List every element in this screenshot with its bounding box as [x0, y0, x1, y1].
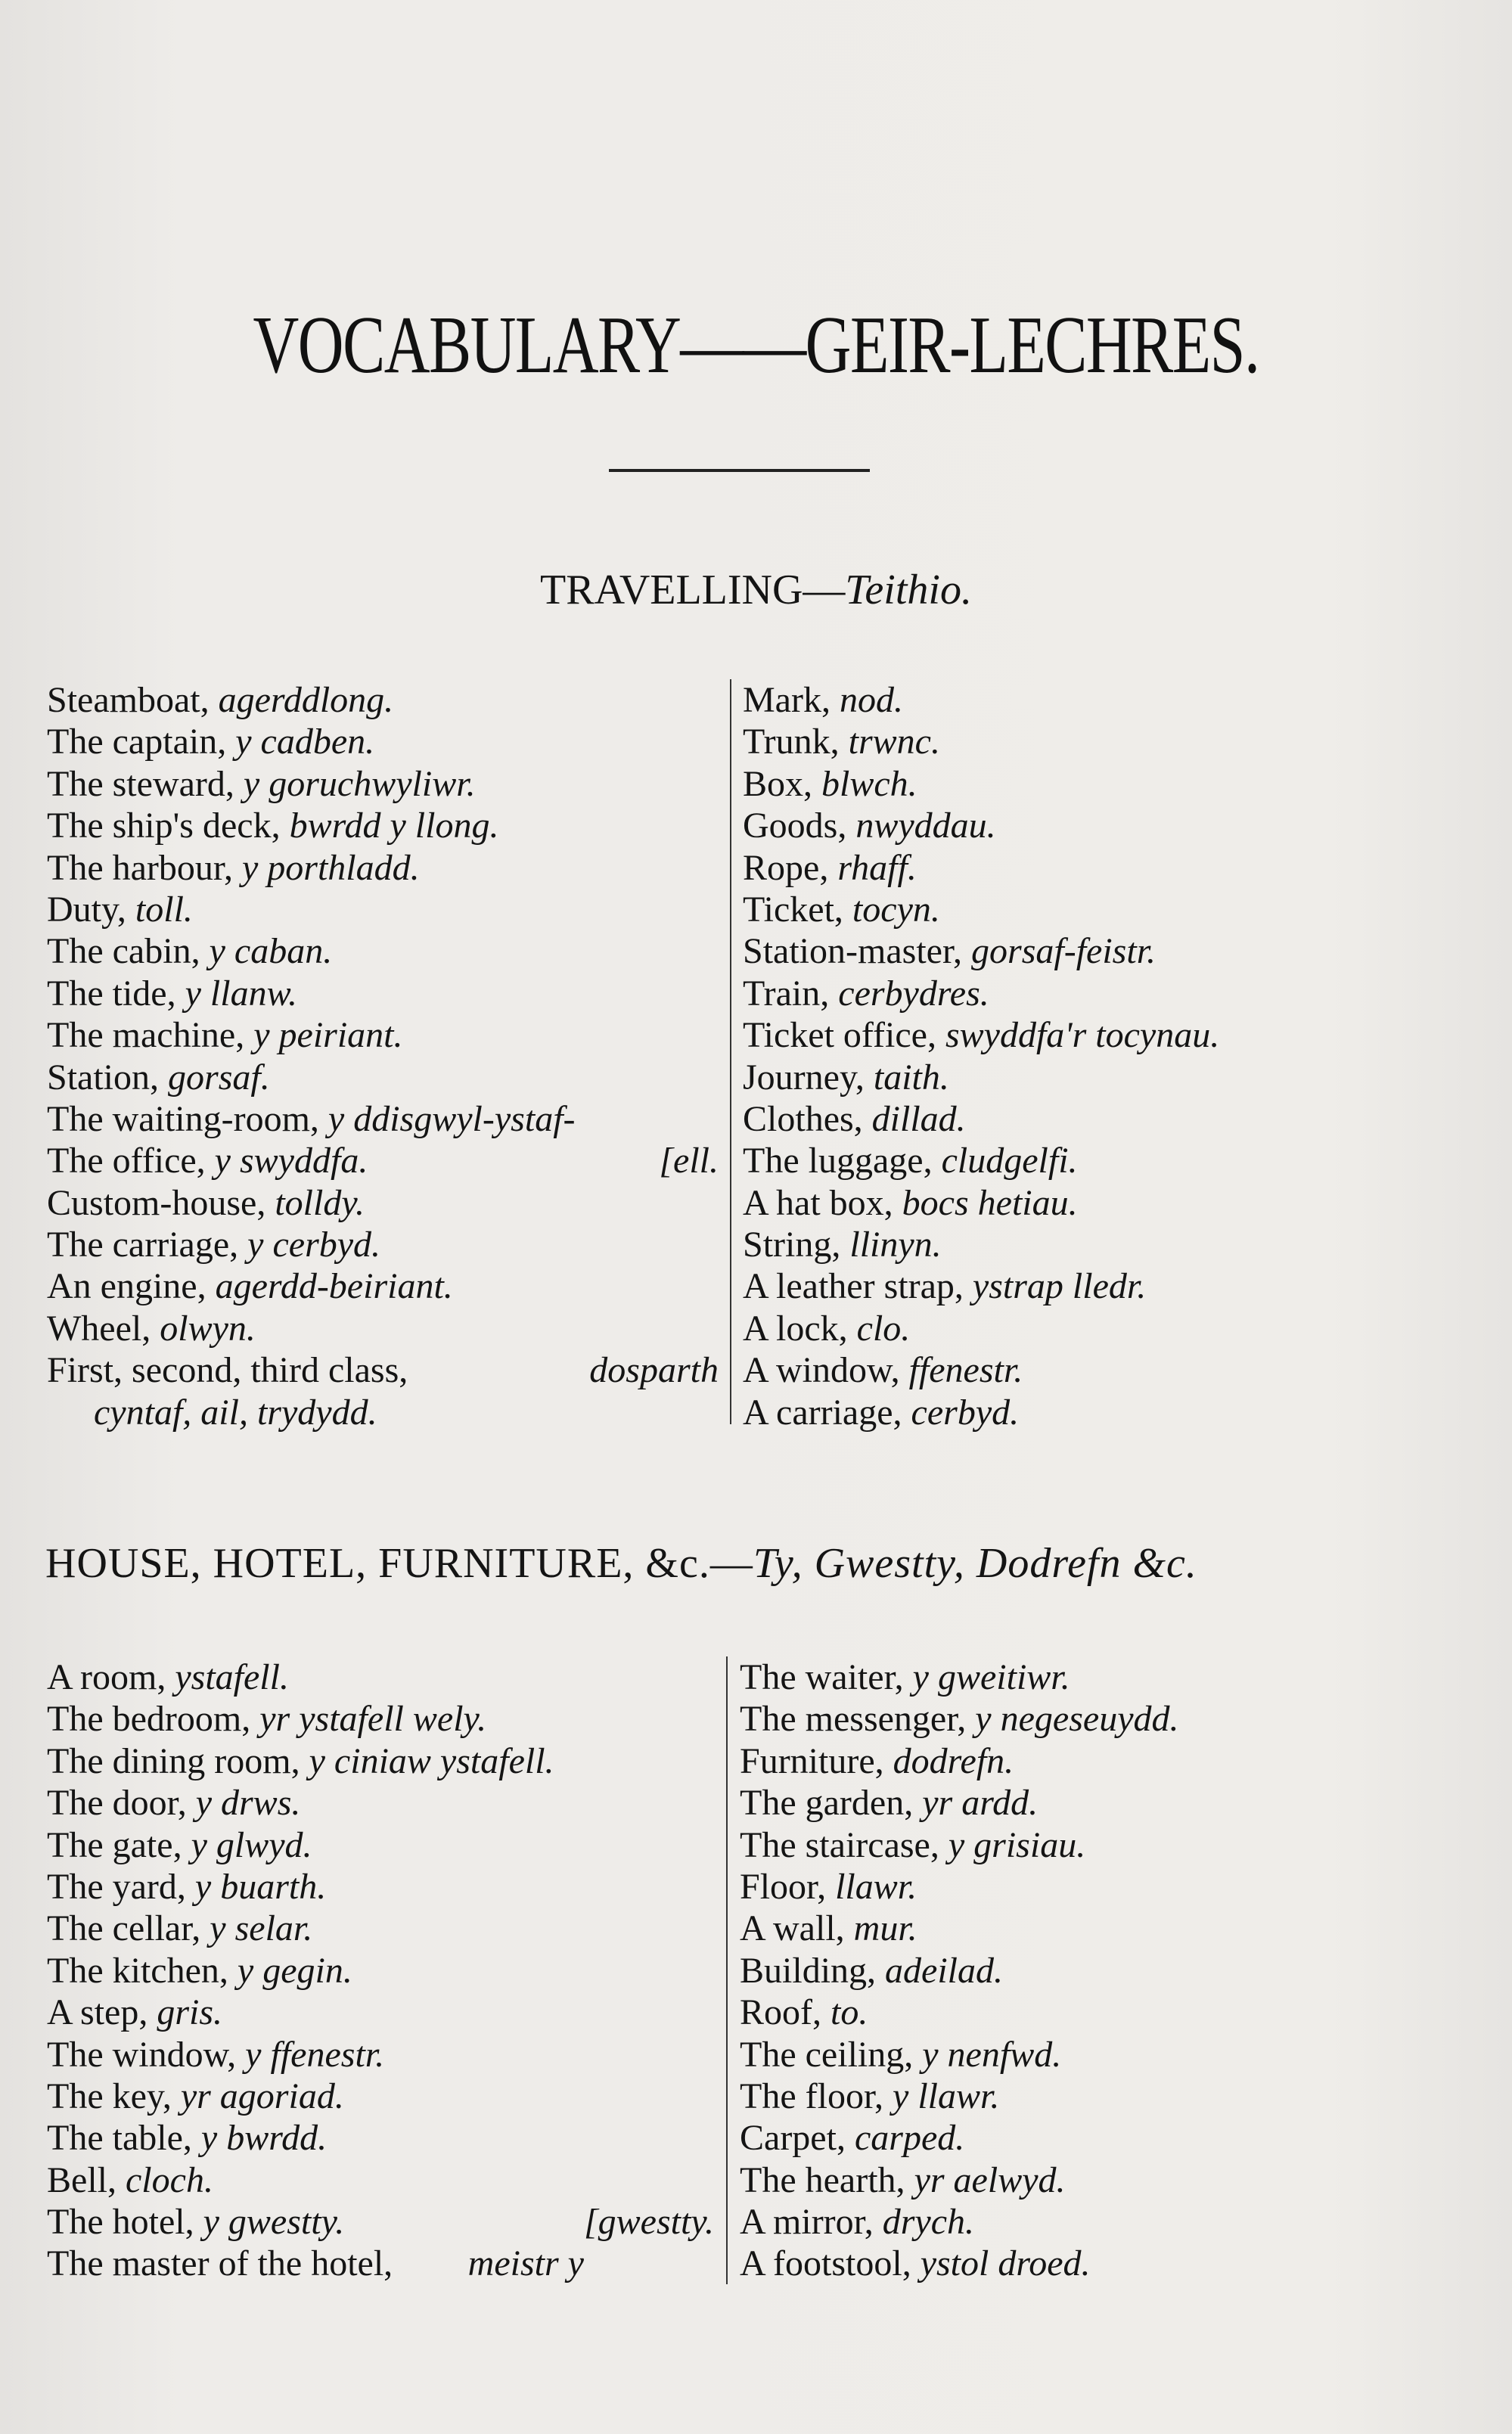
vocab-entry: A window, ffenestr. — [743, 1350, 1023, 1391]
vocab-entry: Station, gorsaf. — [47, 1057, 270, 1097]
vocab-entry: Goods, nwyddau. — [743, 806, 996, 846]
vocab-entry: Trunk, trwnc. — [743, 722, 940, 762]
vocab-entry: Building, adeilad. — [740, 1950, 1004, 1991]
vocab-entry: The key, yr agoriad. — [47, 2075, 344, 2116]
vocab-entry: A carriage, cerbyd. — [743, 1392, 1020, 1433]
vocab-entry: Duty, toll. — [47, 889, 193, 930]
vocab-entry: The gate, y glwyd. — [47, 1824, 312, 1865]
vocab-entry: Train, cerbydres. — [743, 973, 989, 1014]
vocab-entry: The captain, y cadben. — [47, 722, 375, 762]
vocab-entry: A room, ystafell. — [47, 1657, 289, 1697]
vocab-entry: Ticket office, swyddfa'r tocynau. — [743, 1015, 1220, 1056]
vocab-entry: The garden, yr ardd. — [740, 1783, 1039, 1824]
vocab-entry: The window, y ffenestr. — [47, 2034, 385, 2075]
vocab-entry: Custom-house, tolldy. — [47, 1182, 365, 1223]
section-heading-house — [45, 1539, 1467, 1588]
house-left-column — [47, 1656, 714, 2285]
vocab-entry: The harbour, y porthladd. — [47, 847, 420, 888]
vocab-entry: The tide, y llanw. — [47, 973, 298, 1014]
vocab-entry: The luggage, cludgelfi. — [743, 1141, 1078, 1181]
vocab-entry: Journey, taith. — [743, 1057, 949, 1097]
section-heading-welsh: Teithio. — [845, 567, 972, 613]
vocab-entry: The messenger, y negeseuydd. — [740, 1699, 1179, 1740]
travelling-right-column — [743, 679, 1469, 1433]
vocab-entry: The ceiling, y nenfwd. — [740, 2034, 1062, 2075]
vocab-entry: String, llinyn. — [743, 1225, 942, 1265]
vocab-entry: The staircase, y grisiau. — [740, 1824, 1086, 1865]
vocab-entry: The steward, y goruchwyliwr. — [47, 763, 476, 804]
vocab-entry: An engine, agerdd-beiriant. — [47, 1266, 453, 1307]
vocab-entry: cyntaf, ail, trydydd. — [94, 1392, 377, 1433]
vocab-entry: Furniture, dodrefn. — [740, 1740, 1014, 1781]
vocab-entry: The master of the hotel, meistr y — [47, 2243, 584, 2284]
vocab-entry: The office, y swyddfa. [ell. — [47, 1141, 719, 1181]
section-heading-welsh: Ty, Gwestty, Dodrefn &c. — [753, 1540, 1197, 1587]
vocab-entry: Wheel, olwyn. — [47, 1308, 256, 1349]
vocab-entry: A lock, clo. — [743, 1308, 911, 1349]
vocab-entry: Steamboat, agerddlong. — [47, 680, 394, 720]
vocab-entry: The bedroom, yr ystafell wely. — [47, 1699, 487, 1740]
vocab-entry: Roof, to. — [740, 1992, 868, 2033]
vocab-entry: Clothes, dillad. — [743, 1098, 966, 1139]
vocab-entry: The waiter, y gweitiwr. — [740, 1657, 1070, 1697]
vocab-entry: The dining room, y ciniaw ystafell. — [47, 1740, 554, 1781]
vocab-entry: Mark, nod. — [743, 680, 903, 720]
column-divider — [730, 679, 731, 1424]
page-title: VOCABULARY——GEIR-LECHRES. — [253, 300, 1259, 390]
vocab-entry: A mirror, drych. — [740, 2202, 975, 2243]
vocab-entry: Floor, llawr. — [740, 1866, 917, 1907]
vocab-entry: The hearth, yr aelwyd. — [740, 2159, 1066, 2200]
vocab-entry: The door, y drws. — [47, 1783, 301, 1824]
vocab-entry: A step, gris. — [47, 1992, 223, 2033]
vocab-entry: First, second, third class, dosparth — [47, 1350, 719, 1391]
vocab-entry: The kitchen, y gegin. — [47, 1950, 352, 1991]
section-heading-travelling — [0, 566, 1512, 614]
continuation-note: [gwestty. — [583, 2202, 714, 2243]
vocab-entry: The hotel, y gwestty. [gwestty. — [47, 2202, 714, 2243]
vocab-entry: Box, blwch. — [743, 763, 917, 804]
vocab-entry: The cellar, y selar. — [47, 1908, 313, 1949]
vocab-entry: The machine, y peiriant. — [47, 1015, 403, 1056]
continuation-note: [ell. — [659, 1141, 719, 1181]
vocab-entry: Rope, rhaff. — [743, 847, 917, 888]
vocab-entry: Station-master, gorsaf-feistr. — [743, 931, 1157, 972]
vocab-entry: The cabin, y caban. — [47, 931, 333, 972]
section-heading-text: TRAVELLING— — [540, 567, 846, 613]
vocab-entry: The floor, y llawr. — [740, 2075, 1000, 2116]
column-divider — [726, 1656, 728, 2284]
vocab-entry: The table, y bwrdd. — [47, 2118, 328, 2159]
vocab-entry: Bell, cloch. — [47, 2159, 213, 2200]
vocab-entry: A footstool, ystol droed. — [740, 2243, 1091, 2284]
vocab-entry: The ship's deck, bwrdd y llong. — [47, 806, 499, 846]
vocab-entry: Carpet, carped. — [740, 2118, 965, 2159]
house-right-column — [740, 1656, 1466, 2285]
vocab-entry: The carriage, y cerbyd. — [47, 1225, 381, 1265]
section-heading-text: HOUSE, HOTEL, FURNITURE, &c.— — [45, 1540, 753, 1587]
vocab-entry: The waiting-room, y ddisgwyl-ystaf- — [47, 1098, 576, 1139]
travelling-left-column — [47, 679, 719, 1433]
vocab-entry: The yard, y buarth. — [47, 1866, 327, 1907]
title-rule — [609, 469, 870, 472]
vocab-entry: A hat box, bocs hetiau. — [743, 1182, 1078, 1223]
vocab-entry: A wall, mur. — [740, 1908, 917, 1949]
vocab-entry: A leather strap, ystrap lledr. — [743, 1266, 1147, 1307]
vocab-entry: Ticket, tocyn. — [743, 889, 940, 930]
